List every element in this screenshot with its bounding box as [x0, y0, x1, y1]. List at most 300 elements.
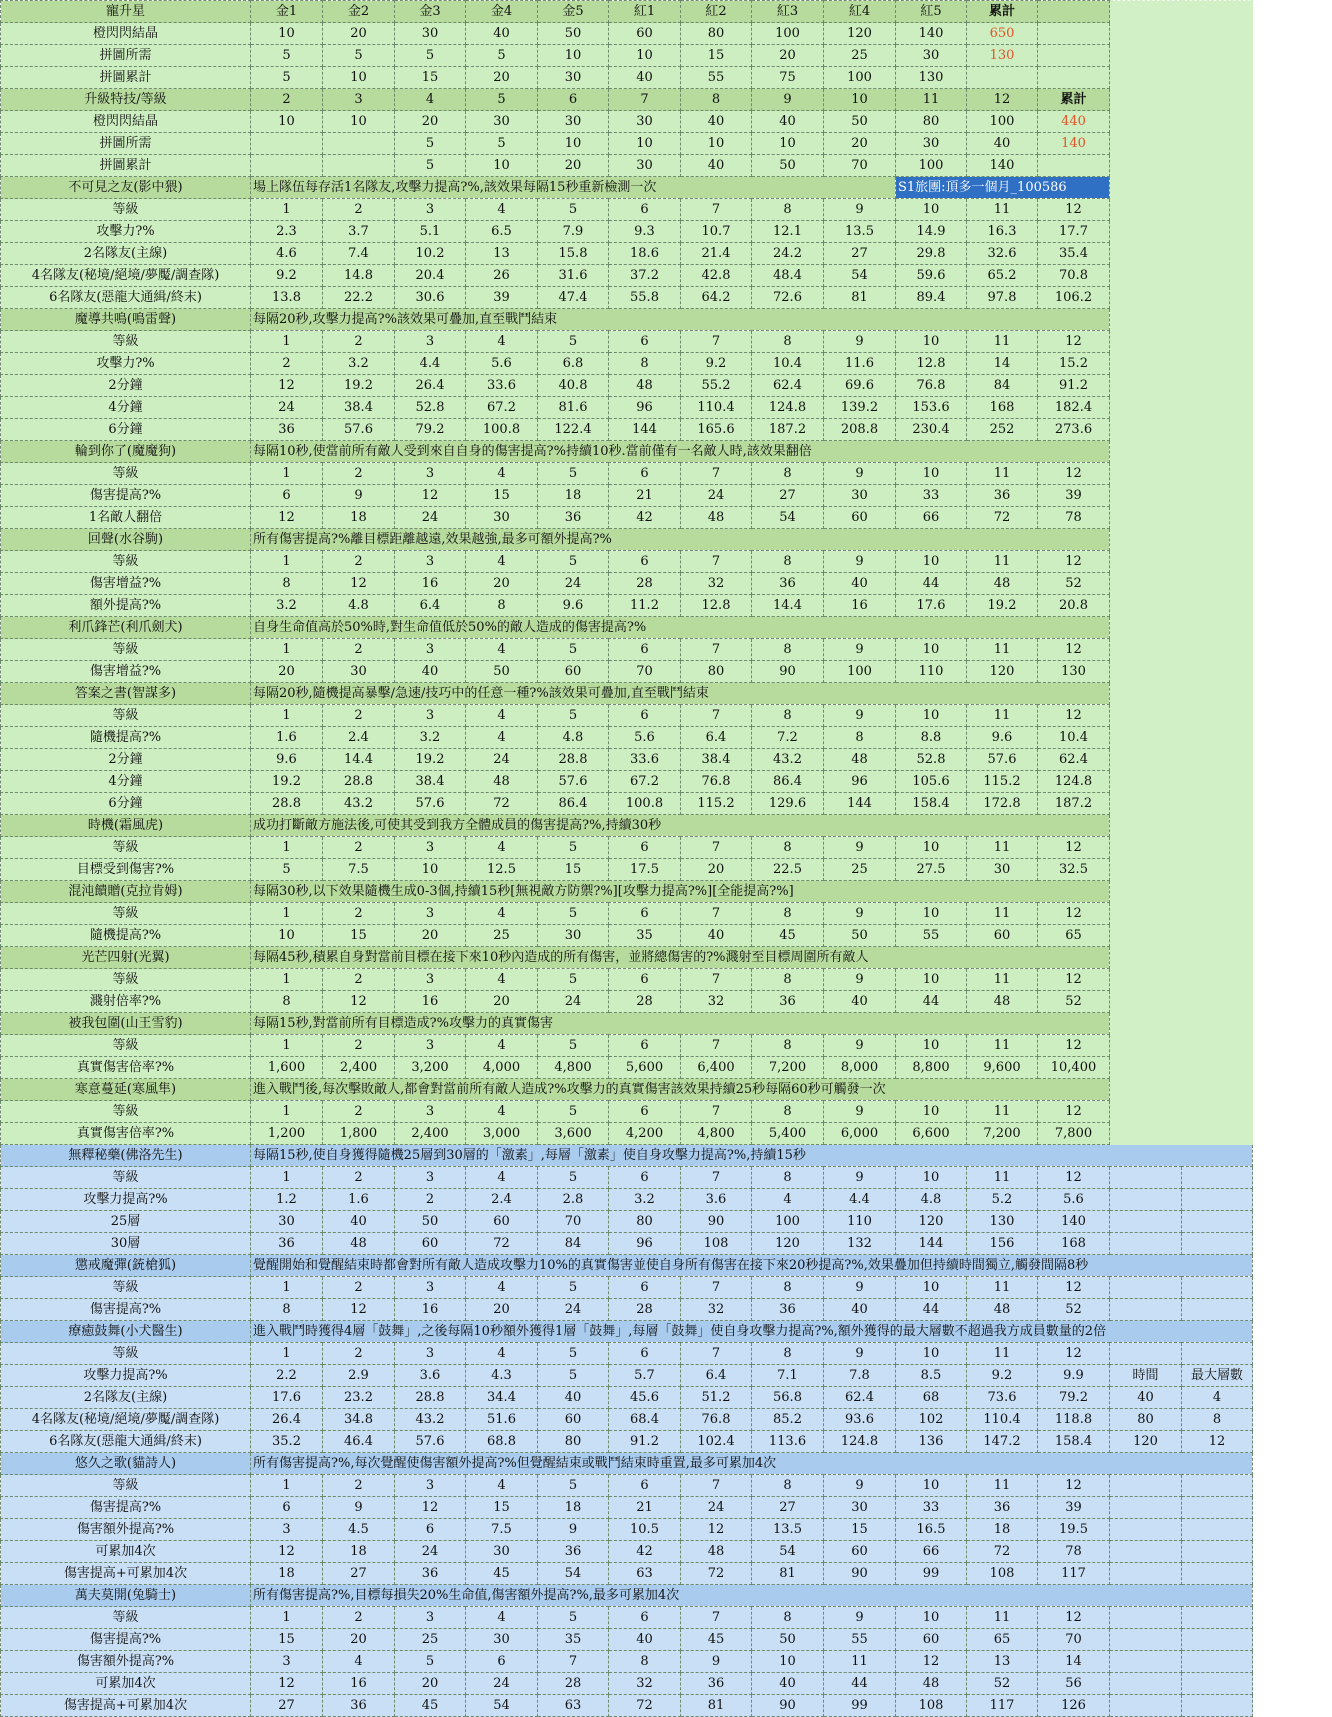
value-cell[interactable]: 8 — [752, 199, 824, 221]
value-cell[interactable]: 8 — [752, 551, 824, 573]
value-cell[interactable]: 40 — [538, 1387, 609, 1409]
value-cell[interactable]: 5 — [538, 837, 609, 859]
value-cell[interactable]: 65.2 — [967, 265, 1038, 287]
value-cell[interactable]: 110.4 — [967, 1409, 1038, 1431]
value-cell[interactable]: 187.2 — [1038, 793, 1110, 815]
empty-cell[interactable] — [1110, 331, 1182, 353]
value-cell[interactable]: 8 — [752, 1343, 824, 1365]
value-cell[interactable]: 2.4 — [323, 727, 395, 749]
value-cell[interactable] — [1110, 1475, 1182, 1497]
value-cell[interactable] — [1110, 1233, 1182, 1255]
value-cell[interactable]: 70 — [824, 155, 896, 177]
row-label-cell[interactable]: 回聲(水谷駒) — [1, 529, 251, 551]
value-cell[interactable]: 10 — [609, 133, 681, 155]
value-cell[interactable]: 21 — [609, 485, 681, 507]
value-cell[interactable]: 10 — [896, 1167, 967, 1189]
value-cell[interactable]: 26.4 — [395, 375, 466, 397]
value-cell[interactable]: 80 — [1110, 1409, 1182, 1431]
row-label-cell[interactable]: 時機(霜風虎) — [1, 815, 251, 837]
value-cell[interactable]: 7 — [681, 1035, 752, 1057]
value-cell[interactable]: 40 — [395, 661, 466, 683]
skill-description-cell[interactable]: 場上隊伍每存活1名隊友,攻擊力提高?%,該效果每隔15秒重新檢測一次 — [251, 177, 896, 199]
value-cell[interactable]: 37.2 — [609, 265, 681, 287]
value-cell[interactable]: 56 — [1038, 1673, 1110, 1695]
value-cell[interactable] — [1038, 45, 1110, 67]
value-cell[interactable]: 4.8 — [323, 595, 395, 617]
value-cell[interactable]: 12 — [967, 89, 1038, 111]
value-cell[interactable]: 24 — [395, 507, 466, 529]
value-cell[interactable]: 11 — [967, 1101, 1038, 1123]
value-cell[interactable]: 23.2 — [323, 1387, 395, 1409]
empty-cell[interactable] — [1182, 881, 1253, 903]
value-cell[interactable]: 120 — [1110, 1431, 1182, 1453]
row-label-cell[interactable]: 等級 — [1, 551, 251, 573]
value-cell[interactable]: 10.4 — [752, 353, 824, 375]
value-cell[interactable]: 76.8 — [681, 1409, 752, 1431]
row-label-cell[interactable]: 橙閃閃結晶 — [1, 23, 251, 45]
value-cell[interactable]: 6 — [609, 903, 681, 925]
value-cell[interactable]: 5.1 — [395, 221, 466, 243]
value-cell[interactable] — [1110, 1519, 1182, 1541]
skill-description-cell[interactable]: 每隔10秒,使當前所有敵人受到來自自身的傷害提高?%持續10秒.當前僅有一名敵人時,該效果翻倍 — [251, 441, 1110, 463]
value-cell[interactable]: 3.6 — [395, 1365, 466, 1387]
value-cell[interactable]: 2 — [251, 353, 323, 375]
value-cell[interactable]: 36 — [681, 1673, 752, 1695]
value-cell[interactable]: 12 — [1038, 551, 1110, 573]
value-cell[interactable]: 48 — [967, 991, 1038, 1013]
value-cell[interactable]: 3.2 — [609, 1189, 681, 1211]
value-cell[interactable]: 10 — [251, 111, 323, 133]
value-cell[interactable]: 7 — [681, 1277, 752, 1299]
value-cell[interactable]: 金2 — [323, 1, 395, 23]
value-cell[interactable]: 64.2 — [681, 287, 752, 309]
value-cell[interactable]: 28.8 — [323, 771, 395, 793]
value-cell[interactable]: 6 — [538, 89, 609, 111]
value-cell[interactable]: 90 — [824, 1563, 896, 1585]
value-cell[interactable] — [1110, 1629, 1182, 1651]
value-cell[interactable]: 6 — [609, 331, 681, 353]
value-cell[interactable] — [1110, 1563, 1182, 1585]
row-label-cell[interactable]: 等級 — [1, 1277, 251, 1299]
value-cell[interactable]: 81 — [681, 1695, 752, 1717]
value-cell[interactable]: 24 — [466, 749, 538, 771]
value-cell[interactable]: 30 — [466, 1541, 538, 1563]
value-cell[interactable]: 30 — [538, 67, 609, 89]
value-cell[interactable]: 12 — [1038, 969, 1110, 991]
value-cell[interactable]: 54 — [466, 1695, 538, 1717]
value-cell[interactable]: 5 — [538, 463, 609, 485]
value-cell[interactable]: 3 — [395, 639, 466, 661]
value-cell[interactable]: 4 — [395, 89, 466, 111]
value-cell[interactable]: 6 — [609, 1475, 681, 1497]
value-cell[interactable] — [1110, 1673, 1182, 1695]
value-cell[interactable]: 1 — [251, 1035, 323, 1057]
value-cell[interactable]: 11 — [896, 89, 967, 111]
value-cell[interactable]: 7 — [681, 903, 752, 925]
value-cell[interactable]: 金4 — [466, 1, 538, 23]
value-cell[interactable]: 9.9 — [1038, 1365, 1110, 1387]
value-cell[interactable]: 10 — [251, 925, 323, 947]
value-cell[interactable]: 2 — [323, 1167, 395, 1189]
empty-cell[interactable] — [1110, 617, 1182, 639]
value-cell[interactable] — [1038, 23, 1110, 45]
value-cell[interactable] — [1110, 1189, 1182, 1211]
value-cell[interactable]: 12 — [1038, 1607, 1110, 1629]
row-label-cell[interactable]: 1名敵人翻倍 — [1, 507, 251, 529]
value-cell[interactable]: 140 — [896, 23, 967, 45]
value-cell[interactable]: 9.6 — [538, 595, 609, 617]
value-cell[interactable]: 105.6 — [896, 771, 967, 793]
value-cell[interactable]: 9 — [824, 969, 896, 991]
value-cell[interactable]: 32 — [681, 573, 752, 595]
value-cell[interactable]: 48 — [681, 1541, 752, 1563]
value-cell[interactable]: 2.9 — [323, 1365, 395, 1387]
value-cell[interactable]: 1 — [251, 1101, 323, 1123]
value-cell[interactable]: 30 — [967, 859, 1038, 881]
row-label-cell[interactable]: 真實傷害倍率?% — [1, 1057, 251, 1079]
row-label-cell[interactable]: 混沌饋贈(克拉肯姆) — [1, 881, 251, 903]
row-label-cell[interactable]: 2名隊友(主線) — [1, 1387, 251, 1409]
value-cell[interactable]: 5.7 — [609, 1365, 681, 1387]
value-cell[interactable]: 147.2 — [967, 1431, 1038, 1453]
value-cell[interactable]: 30 — [538, 111, 609, 133]
value-cell[interactable]: 15 — [395, 67, 466, 89]
empty-cell[interactable] — [1110, 661, 1182, 683]
value-cell[interactable]: 60 — [824, 1541, 896, 1563]
value-cell[interactable]: 3 — [395, 1035, 466, 1057]
value-cell[interactable]: 5 — [251, 67, 323, 89]
empty-cell[interactable] — [1110, 837, 1182, 859]
value-cell[interactable]: 17.5 — [609, 859, 681, 881]
value-cell[interactable]: 35 — [538, 1629, 609, 1651]
row-label-cell[interactable]: 目標受到傷害?% — [1, 859, 251, 881]
value-cell[interactable]: 10 — [896, 1343, 967, 1365]
value-cell[interactable]: 63 — [609, 1563, 681, 1585]
row-label-cell[interactable]: 攻擊力?% — [1, 221, 251, 243]
value-cell[interactable]: 10 — [896, 903, 967, 925]
value-cell[interactable]: 3 — [395, 1607, 466, 1629]
value-cell[interactable]: 1 — [251, 1167, 323, 1189]
value-cell[interactable]: 60 — [466, 1211, 538, 1233]
value-cell[interactable]: 17.7 — [1038, 221, 1110, 243]
row-label-cell[interactable]: 寵升星 — [1, 1, 251, 23]
empty-cell[interactable] — [1182, 485, 1253, 507]
row-label-cell[interactable]: 攻擊力提高?% — [1, 1365, 251, 1387]
empty-cell[interactable] — [1182, 441, 1253, 463]
value-cell[interactable]: 54 — [824, 265, 896, 287]
empty-cell[interactable] — [1110, 639, 1182, 661]
value-cell[interactable]: 6 — [609, 1607, 681, 1629]
value-cell[interactable] — [1110, 1651, 1182, 1673]
row-label-cell[interactable]: 等級 — [1, 837, 251, 859]
value-cell[interactable]: 52.8 — [395, 397, 466, 419]
value-cell[interactable]: 5 — [538, 1035, 609, 1057]
value-cell[interactable]: 100 — [896, 155, 967, 177]
value-cell[interactable]: 45 — [752, 925, 824, 947]
empty-cell[interactable] — [1182, 837, 1253, 859]
value-cell[interactable]: 11 — [967, 903, 1038, 925]
value-cell[interactable]: 6 — [609, 1101, 681, 1123]
value-cell[interactable]: 120 — [824, 23, 896, 45]
skill-description-cell[interactable]: 進入戰鬥時獲得4層「鼓舞」,之後每隔10秒額外獲得1層「鼓舞」,每層「鼓舞」使自身攻擊力提高?%,額外獲得的最大層數不超過我方成員數量的2倍 — [251, 1321, 1253, 1343]
value-cell[interactable]: 50 — [824, 111, 896, 133]
value-cell[interactable]: 108 — [681, 1233, 752, 1255]
row-label-cell[interactable]: 不可見之友(影中猥) — [1, 177, 251, 199]
value-cell[interactable] — [1182, 1519, 1253, 1541]
value-cell[interactable]: 5 — [538, 1167, 609, 1189]
value-cell[interactable]: 9 — [824, 331, 896, 353]
row-label-cell[interactable]: 攻擊力?% — [1, 353, 251, 375]
value-cell[interactable]: 2,400 — [323, 1057, 395, 1079]
value-cell[interactable]: 36 — [752, 1299, 824, 1321]
empty-cell[interactable] — [1110, 89, 1182, 111]
value-cell[interactable]: 12 — [681, 1519, 752, 1541]
value-cell[interactable]: 81 — [752, 1563, 824, 1585]
value-cell[interactable]: 47.4 — [538, 287, 609, 309]
value-cell[interactable]: 17.6 — [896, 595, 967, 617]
value-cell[interactable]: 5 — [538, 639, 609, 661]
value-cell[interactable]: 10 — [752, 133, 824, 155]
empty-cell[interactable] — [1182, 507, 1253, 529]
value-cell[interactable]: 1,600 — [251, 1057, 323, 1079]
value-cell[interactable]: 12 — [1038, 1475, 1110, 1497]
value-cell[interactable]: 60 — [609, 23, 681, 45]
value-cell[interactable]: 230.4 — [896, 419, 967, 441]
value-cell[interactable]: 40 — [752, 111, 824, 133]
value-cell[interactable]: 130 — [967, 45, 1038, 67]
value-cell[interactable]: 144 — [896, 1233, 967, 1255]
value-cell[interactable]: 3.6 — [681, 1189, 752, 1211]
value-cell[interactable]: 30 — [609, 155, 681, 177]
value-cell[interactable]: 44 — [896, 991, 967, 1013]
row-label-cell[interactable]: 等級 — [1, 705, 251, 727]
value-cell[interactable]: 70 — [538, 1211, 609, 1233]
value-cell[interactable]: 14.4 — [323, 749, 395, 771]
row-label-cell[interactable]: 傷害提高?% — [1, 1497, 251, 1519]
value-cell[interactable] — [1110, 1211, 1182, 1233]
value-cell[interactable]: 12 — [323, 1299, 395, 1321]
empty-cell[interactable] — [1110, 221, 1182, 243]
value-cell[interactable]: 6 — [609, 1167, 681, 1189]
value-cell[interactable]: 72 — [466, 793, 538, 815]
empty-cell[interactable] — [1182, 617, 1253, 639]
value-cell[interactable]: 6 — [609, 837, 681, 859]
value-cell[interactable]: 19.5 — [1038, 1519, 1110, 1541]
value-cell[interactable]: 106.2 — [1038, 287, 1110, 309]
value-cell[interactable]: 20 — [466, 67, 538, 89]
row-label-cell[interactable]: 傷害額外提高?% — [1, 1519, 251, 1541]
value-cell[interactable]: 140 — [1038, 133, 1110, 155]
value-cell[interactable]: 100 — [752, 1211, 824, 1233]
value-cell[interactable]: 90 — [752, 1695, 824, 1717]
value-cell[interactable]: 4.3 — [466, 1365, 538, 1387]
value-cell[interactable]: 金5 — [538, 1, 609, 23]
value-cell[interactable]: 28 — [609, 991, 681, 1013]
value-cell[interactable]: 102.4 — [681, 1431, 752, 1453]
value-cell[interactable]: 33.6 — [609, 749, 681, 771]
value-cell[interactable]: 3 — [395, 903, 466, 925]
empty-cell[interactable] — [1182, 705, 1253, 727]
value-cell[interactable] — [251, 155, 323, 177]
value-cell[interactable]: 12 — [251, 507, 323, 529]
value-cell[interactable]: 5 — [538, 705, 609, 727]
skill-description-cell[interactable]: 每隔30秒,以下效果隨機生成0-3個,持續15秒[無視敵方防禦?%][攻擊力提高?%][全能提高?%] — [251, 881, 1110, 903]
value-cell[interactable]: 3 — [395, 1101, 466, 1123]
value-cell[interactable]: 4.8 — [896, 1189, 967, 1211]
value-cell[interactable]: 27 — [251, 1695, 323, 1717]
empty-cell[interactable] — [1182, 947, 1253, 969]
value-cell[interactable]: 30 — [323, 661, 395, 683]
value-cell[interactable]: 42.8 — [681, 265, 752, 287]
value-cell[interactable]: 4.6 — [251, 243, 323, 265]
value-cell[interactable]: 8 — [752, 1607, 824, 1629]
row-label-cell[interactable]: 4分鐘 — [1, 771, 251, 793]
value-cell[interactable]: 12 — [251, 1541, 323, 1563]
value-cell[interactable]: 2 — [323, 331, 395, 353]
value-cell[interactable]: 8 — [466, 595, 538, 617]
value-cell[interactable]: 79.2 — [395, 419, 466, 441]
value-cell[interactable]: 10 — [896, 199, 967, 221]
value-cell[interactable]: 30 — [466, 507, 538, 529]
row-label-cell[interactable]: 等級 — [1, 639, 251, 661]
empty-cell[interactable] — [1110, 925, 1182, 947]
value-cell[interactable]: 3 — [395, 837, 466, 859]
empty-cell[interactable] — [1182, 155, 1253, 177]
value-cell[interactable]: 3 — [395, 705, 466, 727]
value-cell[interactable]: 4 — [323, 1651, 395, 1673]
value-cell[interactable]: 252 — [967, 419, 1038, 441]
value-cell[interactable]: 3 — [395, 1277, 466, 1299]
row-label-cell[interactable]: 等級 — [1, 331, 251, 353]
highlight-note-cell[interactable]: S1旅團:頂多一個月_100586 — [896, 177, 1110, 199]
value-cell[interactable]: 9 — [824, 1035, 896, 1057]
value-cell[interactable]: 4 — [466, 969, 538, 991]
empty-cell[interactable] — [1110, 529, 1182, 551]
value-cell[interactable]: 9 — [824, 705, 896, 727]
value-cell[interactable]: 28 — [609, 1299, 681, 1321]
value-cell[interactable]: 5 — [251, 45, 323, 67]
value-cell[interactable]: 5 — [538, 1101, 609, 1123]
value-cell[interactable]: 40 — [967, 133, 1038, 155]
value-cell[interactable]: 40 — [466, 23, 538, 45]
value-cell[interactable]: 40 — [681, 155, 752, 177]
value-cell[interactable]: 11 — [967, 1277, 1038, 1299]
skill-description-cell[interactable]: 所有傷害提高?%離目標距離越遠,效果越強,最多可額外提高?% — [251, 529, 1110, 551]
empty-cell[interactable] — [1110, 969, 1182, 991]
value-cell[interactable]: 15.8 — [538, 243, 609, 265]
value-cell[interactable]: 118.8 — [1038, 1409, 1110, 1431]
value-cell[interactable]: 6 — [395, 1519, 466, 1541]
value-cell[interactable]: 3 — [395, 1167, 466, 1189]
value-cell[interactable]: 38.4 — [323, 397, 395, 419]
value-cell[interactable]: 8 — [752, 1475, 824, 1497]
value-cell[interactable]: 最大層數 — [1182, 1365, 1253, 1387]
row-label-cell[interactable]: 30層 — [1, 1233, 251, 1255]
value-cell[interactable]: 20 — [395, 111, 466, 133]
value-cell[interactable]: 130 — [896, 67, 967, 89]
row-label-cell[interactable]: 傷害提高?% — [1, 1299, 251, 1321]
value-cell[interactable]: 4,200 — [609, 1123, 681, 1145]
value-cell[interactable]: 40 — [824, 1299, 896, 1321]
value-cell[interactable]: 100 — [752, 23, 824, 45]
value-cell[interactable]: 18 — [323, 507, 395, 529]
value-cell[interactable]: 129.6 — [752, 793, 824, 815]
value-cell[interactable]: 10 — [896, 463, 967, 485]
value-cell[interactable]: 2 — [323, 837, 395, 859]
value-cell[interactable]: 28 — [609, 573, 681, 595]
value-cell[interactable]: 8 — [824, 727, 896, 749]
value-cell[interactable]: 11 — [967, 199, 1038, 221]
value-cell[interactable]: 100.8 — [466, 419, 538, 441]
value-cell[interactable]: 3 — [395, 969, 466, 991]
value-cell[interactable]: 78 — [1038, 507, 1110, 529]
value-cell[interactable]: 24 — [251, 397, 323, 419]
row-label-cell[interactable]: 傷害額外提高?% — [1, 1651, 251, 1673]
value-cell[interactable]: 96 — [609, 1233, 681, 1255]
value-cell[interactable]: 110 — [824, 1211, 896, 1233]
value-cell[interactable]: 2 — [323, 639, 395, 661]
row-label-cell[interactable]: 隨機提高?% — [1, 925, 251, 947]
value-cell[interactable]: 28.8 — [395, 1387, 466, 1409]
value-cell[interactable]: 30 — [251, 1211, 323, 1233]
row-label-cell[interactable]: 濺射倍率?% — [1, 991, 251, 1013]
value-cell[interactable]: 55.8 — [609, 287, 681, 309]
value-cell[interactable]: 5 — [251, 859, 323, 881]
value-cell[interactable]: 156 — [967, 1233, 1038, 1255]
value-cell[interactable]: 25 — [466, 925, 538, 947]
value-cell[interactable]: 1 — [251, 551, 323, 573]
value-cell[interactable]: 紅5 — [896, 1, 967, 23]
value-cell[interactable]: 7 — [681, 639, 752, 661]
value-cell[interactable]: 44 — [824, 1673, 896, 1695]
value-cell[interactable]: 5 — [538, 1277, 609, 1299]
value-cell[interactable]: 108 — [896, 1695, 967, 1717]
value-cell[interactable]: 8 — [752, 331, 824, 353]
value-cell[interactable]: 20 — [681, 859, 752, 881]
value-cell[interactable]: 7 — [681, 551, 752, 573]
value-cell[interactable]: 7.1 — [752, 1365, 824, 1387]
value-cell[interactable]: 120 — [752, 1233, 824, 1255]
value-cell[interactable]: 36 — [538, 1541, 609, 1563]
value-cell[interactable]: 4 — [466, 1035, 538, 1057]
row-label-cell[interactable]: 被我包圍(山王雪豹) — [1, 1013, 251, 1035]
empty-cell[interactable] — [1110, 903, 1182, 925]
value-cell[interactable]: 9.3 — [609, 221, 681, 243]
value-cell[interactable]: 80 — [609, 1211, 681, 1233]
value-cell[interactable]: 12 — [1038, 331, 1110, 353]
value-cell[interactable]: 20 — [752, 45, 824, 67]
value-cell[interactable]: 55 — [824, 1629, 896, 1651]
value-cell[interactable]: 60 — [967, 925, 1038, 947]
empty-cell[interactable] — [1182, 749, 1253, 771]
value-cell[interactable]: 22.5 — [752, 859, 824, 881]
value-cell[interactable]: 10 — [824, 89, 896, 111]
value-cell[interactable]: 10 — [681, 133, 752, 155]
value-cell[interactable]: 139.2 — [824, 397, 896, 419]
value-cell[interactable]: 54 — [538, 1563, 609, 1585]
value-cell[interactable]: 62.4 — [824, 1387, 896, 1409]
value-cell[interactable] — [1038, 155, 1110, 177]
value-cell[interactable]: 3.7 — [323, 221, 395, 243]
value-cell[interactable]: 81 — [824, 287, 896, 309]
value-cell[interactable]: 72 — [466, 1233, 538, 1255]
value-cell[interactable]: 122.4 — [538, 419, 609, 441]
value-cell[interactable]: 4 — [466, 551, 538, 573]
value-cell[interactable]: 19.2 — [395, 749, 466, 771]
value-cell[interactable]: 124.8 — [824, 1431, 896, 1453]
value-cell[interactable]: 10 — [896, 837, 967, 859]
value-cell[interactable]: 5 — [538, 903, 609, 925]
